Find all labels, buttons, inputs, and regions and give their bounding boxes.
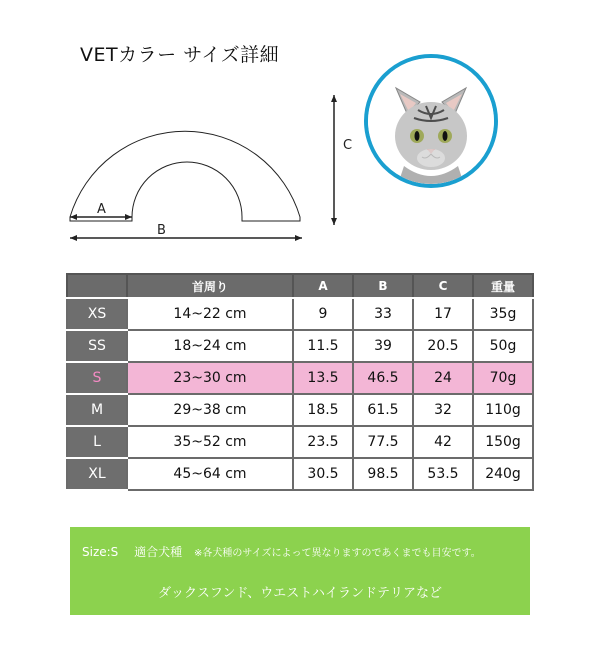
a-cell: 13.5 bbox=[293, 362, 353, 394]
size-cell: L bbox=[67, 426, 127, 458]
weight-cell: 150g bbox=[473, 426, 533, 458]
c-cell: 32 bbox=[413, 394, 473, 426]
table-row bbox=[67, 330, 533, 362]
header-weight: 重量 bbox=[473, 274, 533, 298]
b-cell: 39 bbox=[353, 330, 413, 362]
a-cell: 18.5 bbox=[293, 394, 353, 426]
c-cell: 17 bbox=[413, 298, 473, 330]
cat-photo bbox=[364, 54, 498, 188]
header-c: C bbox=[413, 274, 473, 298]
table-row bbox=[67, 298, 533, 330]
header-neck: 首周り bbox=[127, 274, 293, 298]
size-cell: XL bbox=[67, 458, 127, 490]
size-table bbox=[66, 273, 534, 491]
table-row bbox=[67, 458, 533, 490]
weight-cell: 70g bbox=[473, 362, 533, 394]
neck-cell: 18~24 cm bbox=[127, 330, 293, 362]
label-b: B bbox=[157, 223, 166, 238]
breeds-text: ダックスフンド、ウエストハイランドテリアなど bbox=[158, 586, 442, 601]
b-cell: 98.5 bbox=[353, 458, 413, 490]
header-a: A bbox=[293, 274, 353, 298]
label-c: C bbox=[343, 138, 353, 153]
header-size bbox=[67, 274, 127, 298]
note-text: ※各犬種のサイズによって異なりますのであくまでも目安です。 bbox=[193, 548, 481, 559]
neck-cell: 45~64 cm bbox=[127, 458, 293, 490]
a-cell: 23.5 bbox=[293, 426, 353, 458]
table-row bbox=[67, 394, 533, 426]
a-cell: 9 bbox=[293, 298, 353, 330]
c-cell: 53.5 bbox=[413, 458, 473, 490]
table-row bbox=[67, 426, 533, 458]
header-b: B bbox=[353, 274, 413, 298]
weight-cell: 35g bbox=[473, 298, 533, 330]
b-cell: 33 bbox=[353, 298, 413, 330]
size-cell: XS bbox=[67, 298, 127, 330]
neck-cell: 35~52 cm bbox=[127, 426, 293, 458]
b-cell: 46.5 bbox=[353, 362, 413, 394]
b-cell: 61.5 bbox=[353, 394, 413, 426]
weight-cell: 110g bbox=[473, 394, 533, 426]
b-cell: 77.5 bbox=[353, 426, 413, 458]
page-title: VETカラー サイズ詳細 bbox=[80, 44, 280, 66]
neck-cell: 23~30 cm bbox=[127, 362, 293, 394]
c-cell: 20.5 bbox=[413, 330, 473, 362]
breed-label: 適合犬種 bbox=[134, 545, 183, 559]
recommended-breeds-box bbox=[70, 527, 530, 615]
weight-cell: 50g bbox=[473, 330, 533, 362]
size-cell: M bbox=[67, 394, 127, 426]
collar-diagram bbox=[0, 0, 600, 270]
cat-illustration-icon bbox=[368, 58, 494, 184]
table-row-highlighted bbox=[67, 362, 533, 394]
info-header bbox=[82, 543, 481, 560]
label-a: A bbox=[97, 202, 106, 217]
c-cell: 42 bbox=[413, 426, 473, 458]
a-cell: 11.5 bbox=[293, 330, 353, 362]
size-label: Size:S bbox=[82, 545, 119, 559]
table-header-row bbox=[67, 274, 533, 298]
weight-cell: 240g bbox=[473, 458, 533, 490]
size-cell: S bbox=[67, 362, 127, 394]
c-cell: 24 bbox=[413, 362, 473, 394]
size-cell: SS bbox=[67, 330, 127, 362]
a-cell: 30.5 bbox=[293, 458, 353, 490]
neck-cell: 14~22 cm bbox=[127, 298, 293, 330]
neck-cell: 29~38 cm bbox=[127, 394, 293, 426]
